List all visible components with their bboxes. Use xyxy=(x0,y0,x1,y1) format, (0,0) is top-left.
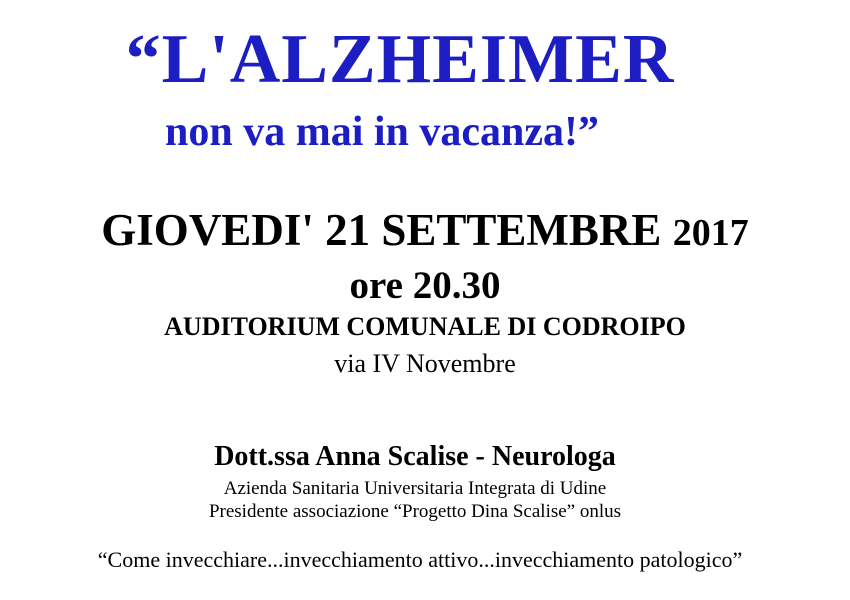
event-time: ore 20.30 xyxy=(349,264,501,307)
poster-title-line-2: non va mai in vacanza!” xyxy=(165,109,600,155)
event-date-main: GIOVEDI' 21 SETTEMBRE xyxy=(101,205,673,255)
speaker-organization: Azienda Sanitaria Universitaria Integrata di Udine xyxy=(223,478,607,499)
event-date-year: 2017 xyxy=(672,212,749,254)
speaker-role: Presidente associazione “Progetto Dina Scalise” onlus xyxy=(208,501,622,522)
poster-title-line-1: “L'ALZHEIMER xyxy=(125,21,675,98)
event-venue: AUDITORIUM COMUNALE DI CODROIPO xyxy=(164,312,686,341)
event-street: via IV Novembre xyxy=(334,349,516,378)
speaker-name: Dott.ssa Anna Scalise - Neurologa xyxy=(214,441,616,472)
event-date xyxy=(0,200,850,263)
subtitle-quote: “Come invecchiare...invecchiamento attivo...invecchiamento patologico” xyxy=(97,547,743,572)
